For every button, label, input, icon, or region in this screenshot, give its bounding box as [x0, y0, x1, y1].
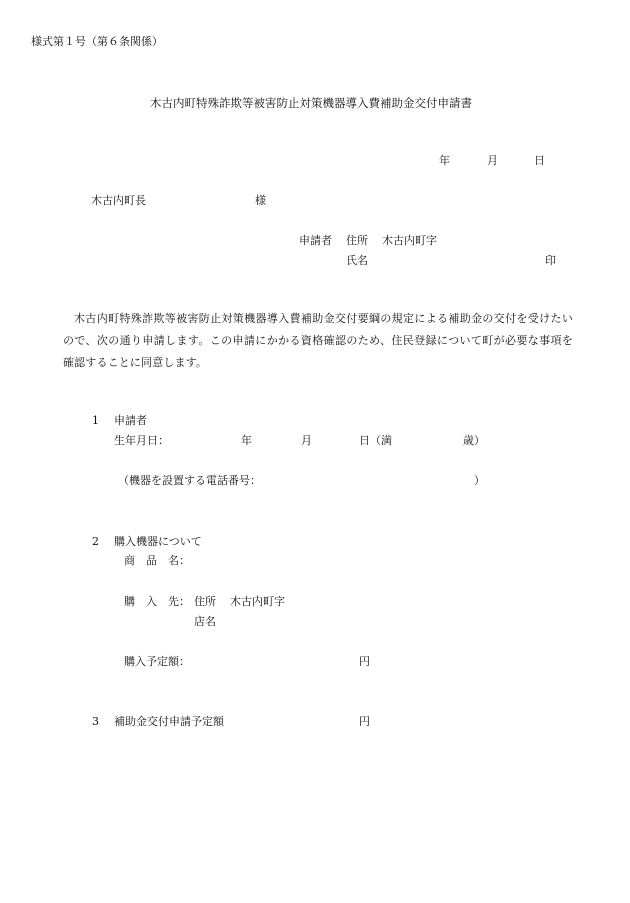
applicant-name-label: 氏名 — [346, 254, 368, 267]
seal-mark: 印 — [545, 254, 556, 267]
birthdate-label: 生年月日： — [114, 434, 169, 447]
addressee-honorific: 様 — [255, 194, 266, 207]
document-title: 木古内町特殊詐欺等被害防止対策機器導入費補助金交付申請書 — [150, 96, 472, 110]
application-statement: 木古内町特殊詐欺等被害防止対策機器導入費補助金交付要綱の規定による補助金の交付を受けたいので、次の通り申請します。この申請にかかる資格確認のため、住民登録について町が必要な事項を確認することに同意します。 — [63, 312, 573, 369]
section1-title: 申請者 — [114, 414, 147, 427]
date-month: 月 — [487, 154, 498, 167]
form-number-label: 様式第１号（第６条関係） — [31, 35, 163, 48]
age-close: 歳） — [463, 434, 485, 447]
applicant-label: 申請者 — [299, 234, 332, 247]
shop-label: 購 入 先： — [124, 595, 190, 608]
section1-number: 1 — [92, 414, 99, 427]
subsidy-amount-unit: 円 — [359, 715, 370, 728]
shop-address-value: 木古内町字 — [230, 595, 285, 608]
purchase-price-label: 購入予定額： — [124, 655, 190, 668]
shop-name-label: 店名 — [194, 615, 216, 628]
section2-number: 2 — [92, 535, 99, 548]
addressee-name: 木古内町長 — [91, 194, 146, 207]
purchase-price-unit: 円 — [359, 655, 370, 668]
birthdate-year: 年 — [241, 434, 252, 447]
section3-number: 3 — [92, 715, 99, 728]
birthdate-month: 月 — [301, 434, 312, 447]
applicant-address-value: 木古内町字 — [382, 234, 437, 247]
birthdate-day-age: 日（満 — [359, 434, 392, 447]
date-day: 日 — [534, 154, 545, 167]
applicant-address-label: 住所 — [346, 234, 368, 247]
phone-label: （機器を設置する電話番号： — [118, 474, 261, 487]
phone-close: ） — [474, 474, 485, 487]
section2-title: 購入機器について — [114, 535, 202, 548]
section3-title: 補助金交付申請予定額 — [114, 715, 224, 728]
date-year: 年 — [439, 154, 450, 167]
product-name-label: 商 品 名： — [124, 554, 190, 567]
shop-address-label: 住所 — [194, 595, 216, 608]
